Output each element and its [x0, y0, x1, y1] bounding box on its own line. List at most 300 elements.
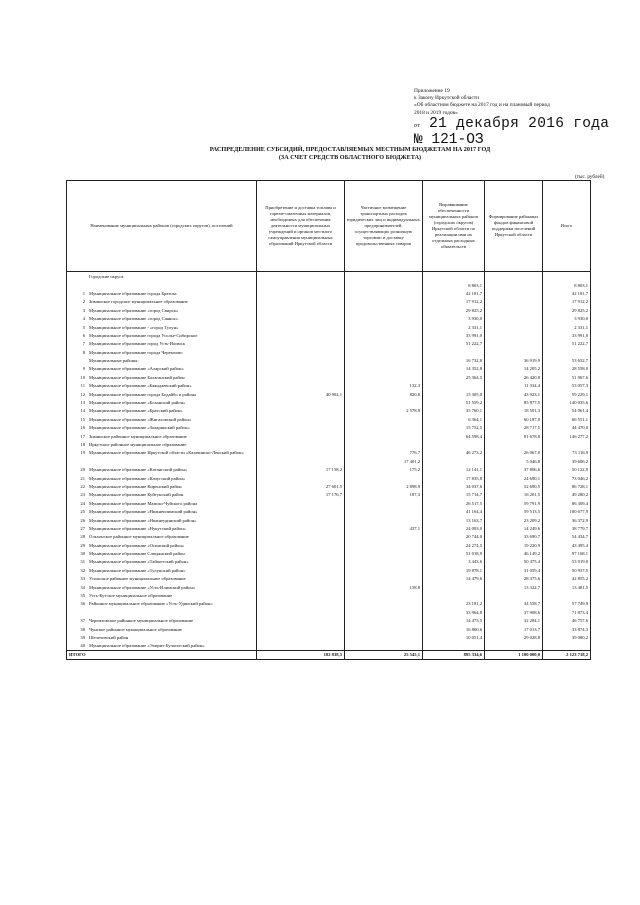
- row-value-c3: [423, 582, 485, 590]
- row-value-c1: [257, 499, 345, 507]
- row-value-c3: 14 352,8: [423, 364, 485, 372]
- row-value-c3: 8 803,1: [423, 280, 485, 288]
- row-value-c4: 16 201,5: [485, 490, 543, 498]
- row-value-c4: 85 877,5: [485, 398, 543, 406]
- row-number: 31: [80, 559, 85, 565]
- row-number: 28: [80, 534, 85, 540]
- row-value-total: 54 434,7: [543, 532, 591, 540]
- row-value-c3: 51 559,2: [423, 398, 485, 406]
- row-value-total: 53 919,0: [543, 557, 591, 565]
- total-value-total: 2 123 718,2: [543, 650, 591, 659]
- table-body: [67, 272, 591, 660]
- table-row: [67, 431, 591, 439]
- row-number: 29: [80, 542, 85, 548]
- table-row: [67, 473, 591, 481]
- row-value-c3: [423, 641, 485, 650]
- row-number: 3: [82, 307, 85, 313]
- row-value-c2: [345, 339, 423, 347]
- row-value-c1: [257, 356, 345, 364]
- row-value-c3: 64 598,4: [423, 431, 485, 439]
- row-value-c2: [345, 549, 423, 557]
- row-name: Муниципальное образование «Заларинский район»: [89, 425, 190, 431]
- row-value-c2: 776,7: [345, 448, 423, 456]
- row-value-c4: 60 187,0: [485, 415, 543, 423]
- row-number: 5: [82, 324, 85, 330]
- row-value-c2: [345, 431, 423, 439]
- row-value-c1: [257, 306, 345, 314]
- row-name-cell: [67, 356, 257, 364]
- row-name-cell: [67, 499, 257, 507]
- row-value-c2: [345, 591, 423, 599]
- row-value-total: 29 825,2: [543, 306, 591, 314]
- row-value-c2: [345, 608, 423, 616]
- table-row: [67, 549, 591, 557]
- table-row: [67, 373, 591, 381]
- table-row: [67, 499, 591, 507]
- row-value-c1: [257, 348, 345, 356]
- row-value-c1: [257, 331, 345, 339]
- row-number: 32: [80, 567, 85, 573]
- row-name-cell: [67, 624, 257, 632]
- row-value-c3: [423, 272, 485, 281]
- row-value-c3: 14 479,6: [423, 574, 485, 582]
- row-value-c2: 820,8: [345, 389, 423, 397]
- row-value-total: 43 495,4: [543, 541, 591, 549]
- row-name-cell: [67, 389, 257, 397]
- row-number: 14: [80, 408, 85, 414]
- table-row: [67, 482, 591, 490]
- row-value-c1: [257, 549, 345, 557]
- row-name: Муниципальное образование города Усолье-Сибирское: [89, 332, 198, 338]
- row-value-c1: [257, 381, 345, 389]
- row-number: 34: [80, 584, 85, 590]
- row-name-cell: [67, 431, 257, 439]
- row-value-total: 100 677,9: [543, 507, 591, 515]
- row-value-c1: [257, 599, 345, 607]
- row-name: Муниципальное образование «Жигаловский район»: [89, 416, 192, 422]
- row-value-c3: 10 051,4: [423, 633, 485, 641]
- row-number: 8: [82, 349, 85, 355]
- row-value-c4: [485, 289, 543, 297]
- row-value-c4: 33 690,7: [485, 532, 543, 540]
- row-number: 35: [80, 593, 85, 599]
- row-value-c1: [257, 507, 345, 515]
- row-value-c2: [345, 373, 423, 381]
- appendix-line: «Об областном бюджете на 2017 год и на плановый период: [414, 102, 550, 109]
- row-value-c1: [257, 406, 345, 414]
- row-value-c1: [257, 272, 345, 281]
- row-value-total: 33 874,3: [543, 624, 591, 632]
- row-value-total: 17 912,2: [543, 297, 591, 305]
- row-value-c4: 29 028,8: [485, 633, 543, 641]
- row-name: Шелеховский район: [89, 634, 129, 640]
- table-row: [67, 364, 591, 372]
- row-value-c4: 50 475,4: [485, 557, 543, 565]
- units-label: (тыс. рублей): [575, 174, 605, 180]
- document-title: [170, 146, 530, 161]
- row-name: Муниципальное образование «Тайшетский район»: [89, 559, 189, 565]
- row-value-c4: 59 513,5: [485, 507, 543, 515]
- row-value-c4: 28 717,5: [485, 423, 543, 431]
- row-name: Муниципальное образование «Аларский район»: [89, 366, 184, 372]
- row-name: Муниципальное образование Слюдянский район: [89, 551, 185, 557]
- row-name: Муниципальное образование «Тулунский район»: [89, 567, 186, 573]
- row-value-c3: 24 274,5: [423, 541, 485, 549]
- row-name-cell: [67, 633, 257, 641]
- row-name: Муниципальное образование «Осинский район»: [89, 542, 185, 548]
- row-value-total: 97 168,1: [543, 549, 591, 557]
- row-name: Муниципальное образование «Катангский район»: [89, 467, 188, 473]
- title-line: (ЗА СЧЕТ СРЕДСТВ ОБЛАСТНОГО БЮДЖЕТА): [278, 153, 422, 161]
- row-name: Зиминское городское муниципальное образование: [89, 299, 188, 305]
- date-prefix: от: [414, 123, 421, 129]
- row-value-total: 3 930,0: [543, 314, 591, 322]
- row-name: Усольское районное муниципальное образование: [89, 576, 186, 582]
- header-funds: Формирование районных фондов финансовой поддержки поселений Иркутской области: [485, 181, 543, 272]
- row-value-c3: 19 878,1: [423, 566, 485, 574]
- row-name-cell: [67, 406, 257, 414]
- row-value-c3: [423, 348, 485, 356]
- row-name: Зиминское районное муниципальное образование: [89, 433, 187, 439]
- row-name-cell: [67, 364, 257, 372]
- row-name: Муниципальное образование Мамско-Чуйского района: [89, 500, 198, 506]
- table-row: [67, 297, 591, 305]
- row-name-cell: [67, 566, 257, 574]
- row-value-total: 39 080,2: [543, 633, 591, 641]
- row-name-cell: [67, 331, 257, 339]
- total-label: ИТОГО: [67, 650, 257, 659]
- row-value-c2: [345, 272, 423, 281]
- table-row: [67, 272, 591, 281]
- row-name-cell: [67, 306, 257, 314]
- appendix-line: 2018 и 2019 годов»: [414, 109, 458, 116]
- subsidies-table: [66, 180, 591, 660]
- row-number: 26: [80, 517, 85, 523]
- row-value-c3: 12 141,1: [423, 465, 485, 473]
- row-value-total: 51 222,7: [543, 339, 591, 347]
- table-row: [67, 541, 591, 549]
- row-value-c4: [485, 331, 543, 339]
- row-name-cell: [67, 574, 257, 582]
- row-number: 33: [80, 576, 85, 582]
- row-value-c1: [257, 322, 345, 330]
- row-value-total: 42 855,2: [543, 574, 591, 582]
- row-name: Муниципальное образование город Усть-Илимск: [89, 341, 185, 347]
- row-value-c3: 51 018,9: [423, 549, 485, 557]
- table-row: [67, 398, 591, 406]
- row-number: 25: [80, 509, 85, 515]
- row-name-cell: [67, 532, 257, 540]
- row-value-c2: [345, 306, 423, 314]
- row-name-cell: [67, 641, 257, 650]
- row-name: Муниципальное образование города Братска: [89, 290, 177, 296]
- row-value-c1: [257, 566, 345, 574]
- row-value-c4: [485, 591, 543, 599]
- table-row: [67, 616, 591, 624]
- row-name-cell: [67, 473, 257, 481]
- row-name-cell: [67, 381, 257, 389]
- row-value-c2: 17 401,2: [345, 457, 423, 465]
- row-value-c3: 16 732,8: [423, 356, 485, 364]
- row-name: Иркутское районное муниципальное образование: [89, 442, 187, 447]
- row-name-cell: [67, 582, 257, 590]
- row-value-c1: [257, 423, 345, 431]
- row-value-c4: 28 375,6: [485, 574, 543, 582]
- row-value-c2: [345, 356, 423, 364]
- row-number: 10: [80, 374, 85, 380]
- row-value-c2: [345, 331, 423, 339]
- row-name: Ольхонское районное муниципальное образование: [89, 534, 189, 540]
- row-value-c2: [345, 415, 423, 423]
- row-value-c3: 3 930,0: [423, 314, 485, 322]
- row-value-c2: [345, 322, 423, 330]
- row-value-total: 33 991,0: [543, 331, 591, 339]
- row-name: Муниципальное образование «город Свирск»: [89, 307, 179, 313]
- table-row: [67, 448, 591, 456]
- row-value-c1: [257, 289, 345, 297]
- row-name: Муниципальное образование - «город Тулун»: [89, 324, 179, 330]
- row-value-c1: [257, 532, 345, 540]
- row-value-c4: 5 046,8: [485, 457, 543, 465]
- row-value-c2: [345, 557, 423, 565]
- row-number: 27: [80, 525, 85, 531]
- row-value-c4: 36 919,9: [485, 356, 543, 364]
- row-name: Муниципальное образование «Эхирит-Булагатский район»: [89, 643, 205, 649]
- row-value-c2: [345, 574, 423, 582]
- row-value-total: 2 331,1: [543, 322, 591, 330]
- row-number: 38: [80, 626, 85, 632]
- table-row: [67, 557, 591, 565]
- row-name-cell: [67, 272, 257, 281]
- title-line: РАСПРЕДЕЛЕНИЕ СУБСИДИЙ, ПРЕДОСТАВЛЯЕМЫХ МЕСТНЫМ БЮДЖЕТАМ НА 2017 ГОД: [209, 146, 491, 153]
- row-value-c1: [257, 457, 345, 465]
- row-name: Городские округа:: [89, 274, 125, 280]
- row-name-cell: [67, 280, 257, 288]
- row-name: Муниципальное образование «Боханский район»: [89, 400, 186, 406]
- table-row: [67, 280, 591, 288]
- row-value-c2: [345, 348, 423, 356]
- row-value-total: [543, 440, 591, 448]
- table-row: [67, 423, 591, 431]
- row-number: 7: [82, 341, 85, 347]
- row-value-c2: 158,8: [345, 582, 423, 590]
- row-name: Муниципальное образование «Качугский район»: [89, 475, 186, 481]
- row-number: 37: [80, 618, 85, 624]
- row-value-total: 73 116,9: [543, 448, 591, 456]
- row-name: Муниципальное образование «Братский район»: [89, 408, 183, 414]
- row-name-cell: [67, 457, 257, 465]
- table-row: [67, 406, 591, 414]
- row-number: 24: [80, 500, 85, 506]
- row-value-c2: [345, 541, 423, 549]
- table-row: [67, 415, 591, 423]
- row-value-c4: [485, 641, 543, 650]
- row-value-total: 44 470,0: [543, 423, 591, 431]
- row-value-c3: 51 222,7: [423, 339, 485, 347]
- table-row: [67, 591, 591, 599]
- row-value-c3: 2 331,1: [423, 322, 485, 330]
- row-value-total: 59 229,1: [543, 389, 591, 397]
- row-name-cell: [67, 616, 257, 624]
- table-row: [67, 641, 591, 650]
- row-value-c3: 15 752,5: [423, 423, 485, 431]
- row-value-c4: 14 249,6: [485, 524, 543, 532]
- row-value-c3: 15 714,7: [423, 490, 485, 498]
- row-value-c2: 437,1: [345, 524, 423, 532]
- row-value-c4: 17 013,7: [485, 624, 543, 632]
- row-value-c1: [257, 591, 345, 599]
- row-value-c2: [345, 289, 423, 297]
- table-row: [67, 306, 591, 314]
- row-name-cell: [67, 591, 257, 599]
- row-value-total: 50 122,9: [543, 465, 591, 473]
- row-number: 20: [80, 467, 85, 473]
- row-value-c2: [345, 641, 423, 650]
- row-name-cell: [67, 289, 257, 297]
- row-value-c2: [345, 624, 423, 632]
- law-date: 21 декабря 2016 года: [429, 116, 610, 132]
- header-total: Итого: [543, 181, 591, 272]
- table-row: [67, 339, 591, 347]
- row-value-c4: 37 908,6: [485, 608, 543, 616]
- row-value-total: 57 749,9: [543, 599, 591, 607]
- table-row: [67, 322, 591, 330]
- row-value-c2: [345, 314, 423, 322]
- law-number: 121-ОЗ: [431, 132, 484, 148]
- row-value-c3: 33 964,8: [423, 608, 485, 616]
- row-value-c4: 43 923,1: [485, 389, 543, 397]
- row-value-total: 86 728,1: [543, 482, 591, 490]
- row-value-total: [543, 591, 591, 599]
- row-name: Муниципальное образование Киренский район: [89, 483, 182, 489]
- row-value-total: 39 606,2: [543, 457, 591, 465]
- row-value-c1: [257, 524, 345, 532]
- table-row: [67, 624, 591, 632]
- row-value-c2: [345, 440, 423, 448]
- row-value-c2: [345, 507, 423, 515]
- row-value-total: [543, 348, 591, 356]
- row-value-c4: 23 209,2: [485, 515, 543, 523]
- row-value-c4: 26 067,0: [485, 448, 543, 456]
- row-value-c4: [485, 322, 543, 330]
- row-value-c4: [485, 440, 543, 448]
- row-value-c3: 24 093,0: [423, 524, 485, 532]
- table-row: [67, 524, 591, 532]
- table-row: [67, 465, 591, 473]
- total-value-c3: 895 334,6: [423, 650, 485, 659]
- row-value-c3: 23 181,2: [423, 599, 485, 607]
- row-number: 13: [80, 400, 85, 406]
- table-row: [67, 348, 591, 356]
- row-value-c3: 34 037,6: [423, 482, 485, 490]
- row-number: 2: [82, 299, 85, 305]
- row-value-c3: 13 163,7: [423, 515, 485, 523]
- row-value-c3: 17 835,8: [423, 473, 485, 481]
- row-value-c1: [257, 431, 345, 439]
- row-value-c4: [485, 339, 543, 347]
- table-row: [67, 633, 591, 641]
- row-value-c1: [257, 582, 345, 590]
- row-value-c1: [257, 415, 345, 423]
- row-name-cell: [67, 515, 257, 523]
- row-number: 23: [80, 492, 85, 498]
- table-row: [67, 289, 591, 297]
- row-value-c2: [345, 423, 423, 431]
- row-value-c1: [257, 624, 345, 632]
- row-number: 40: [80, 643, 85, 649]
- row-name-cell: [67, 423, 257, 431]
- row-value-total: 46 757,6: [543, 616, 591, 624]
- row-name: Муниципальные районы:: [89, 358, 139, 364]
- row-name: Муниципальное образование «Нижнеудинский район»: [89, 517, 197, 523]
- row-value-total: 51 967,6: [543, 373, 591, 381]
- row-value-c3: 16 860,6: [423, 624, 485, 632]
- row-value-c1: [257, 616, 345, 624]
- row-number: 21: [80, 475, 85, 481]
- row-name: Муниципальное образование «город Саянск»: [89, 316, 178, 322]
- appendix-header: [414, 88, 624, 117]
- row-name-cell: [67, 557, 257, 565]
- row-value-c2: [345, 515, 423, 523]
- row-value-c2: [345, 398, 423, 406]
- row-value-total: 28 558,0: [543, 364, 591, 372]
- row-value-c3: [423, 381, 485, 389]
- row-name: Чунское районное муниципальное образование: [89, 626, 182, 632]
- row-value-total: 38 779,7: [543, 524, 591, 532]
- row-value-c4: 37 806,6: [485, 465, 543, 473]
- row-value-total: 13 481,5: [543, 582, 591, 590]
- row-number: 16: [80, 425, 85, 431]
- row-number: 12: [80, 391, 85, 397]
- row-value-c4: 59 791,9: [485, 499, 543, 507]
- row-value-c4: 81 678,8: [485, 431, 543, 439]
- row-name-cell: [67, 599, 257, 607]
- row-value-c2: [345, 566, 423, 574]
- row-value-total: 71 873,4: [543, 608, 591, 616]
- row-value-c4: 26 420,8: [485, 373, 543, 381]
- total-value-c2: 25 545,1: [345, 650, 423, 659]
- row-name: Муниципальное образование города Черемхово: [89, 349, 183, 355]
- row-name-cell: [67, 373, 257, 381]
- row-value-c1: [257, 608, 345, 616]
- row-name: Районное муниципальное образование «Усть-Удинский район»: [89, 601, 213, 607]
- row-name: Муниципальное образование Балаганский район: [89, 374, 185, 380]
- row-value-c1: [257, 473, 345, 481]
- total-value-c4: 1 100 000,0: [485, 650, 543, 659]
- row-name-cell: [67, 541, 257, 549]
- row-value-c4: [485, 348, 543, 356]
- row-value-c1: 17 176,7: [257, 490, 345, 498]
- table-row: [67, 457, 591, 465]
- header-name: Наименование муниципальных районов (городских округов), поселений: [67, 181, 257, 272]
- table-row: [67, 532, 591, 540]
- row-name: Муниципальное образование «Нижнеилимский район»: [89, 509, 198, 515]
- row-name-cell: [67, 465, 257, 473]
- row-number: 22: [80, 483, 85, 489]
- row-value-c4: 18 501,3: [485, 406, 543, 414]
- row-value-c1: [257, 641, 345, 650]
- row-value-c4: 32 284,1: [485, 616, 543, 624]
- row-value-c3: 42 181,7: [423, 289, 485, 297]
- table-row: [67, 314, 591, 322]
- row-value-c2: [345, 616, 423, 624]
- row-name-cell: [67, 322, 257, 330]
- table-row: [67, 608, 591, 616]
- row-value-c3: 35 760,1: [423, 406, 485, 414]
- row-value-c3: 17 912,2: [423, 297, 485, 305]
- row-name: Муниципальное образование города Бодайбо и района: [89, 391, 196, 397]
- row-value-total: 140 035,6: [543, 398, 591, 406]
